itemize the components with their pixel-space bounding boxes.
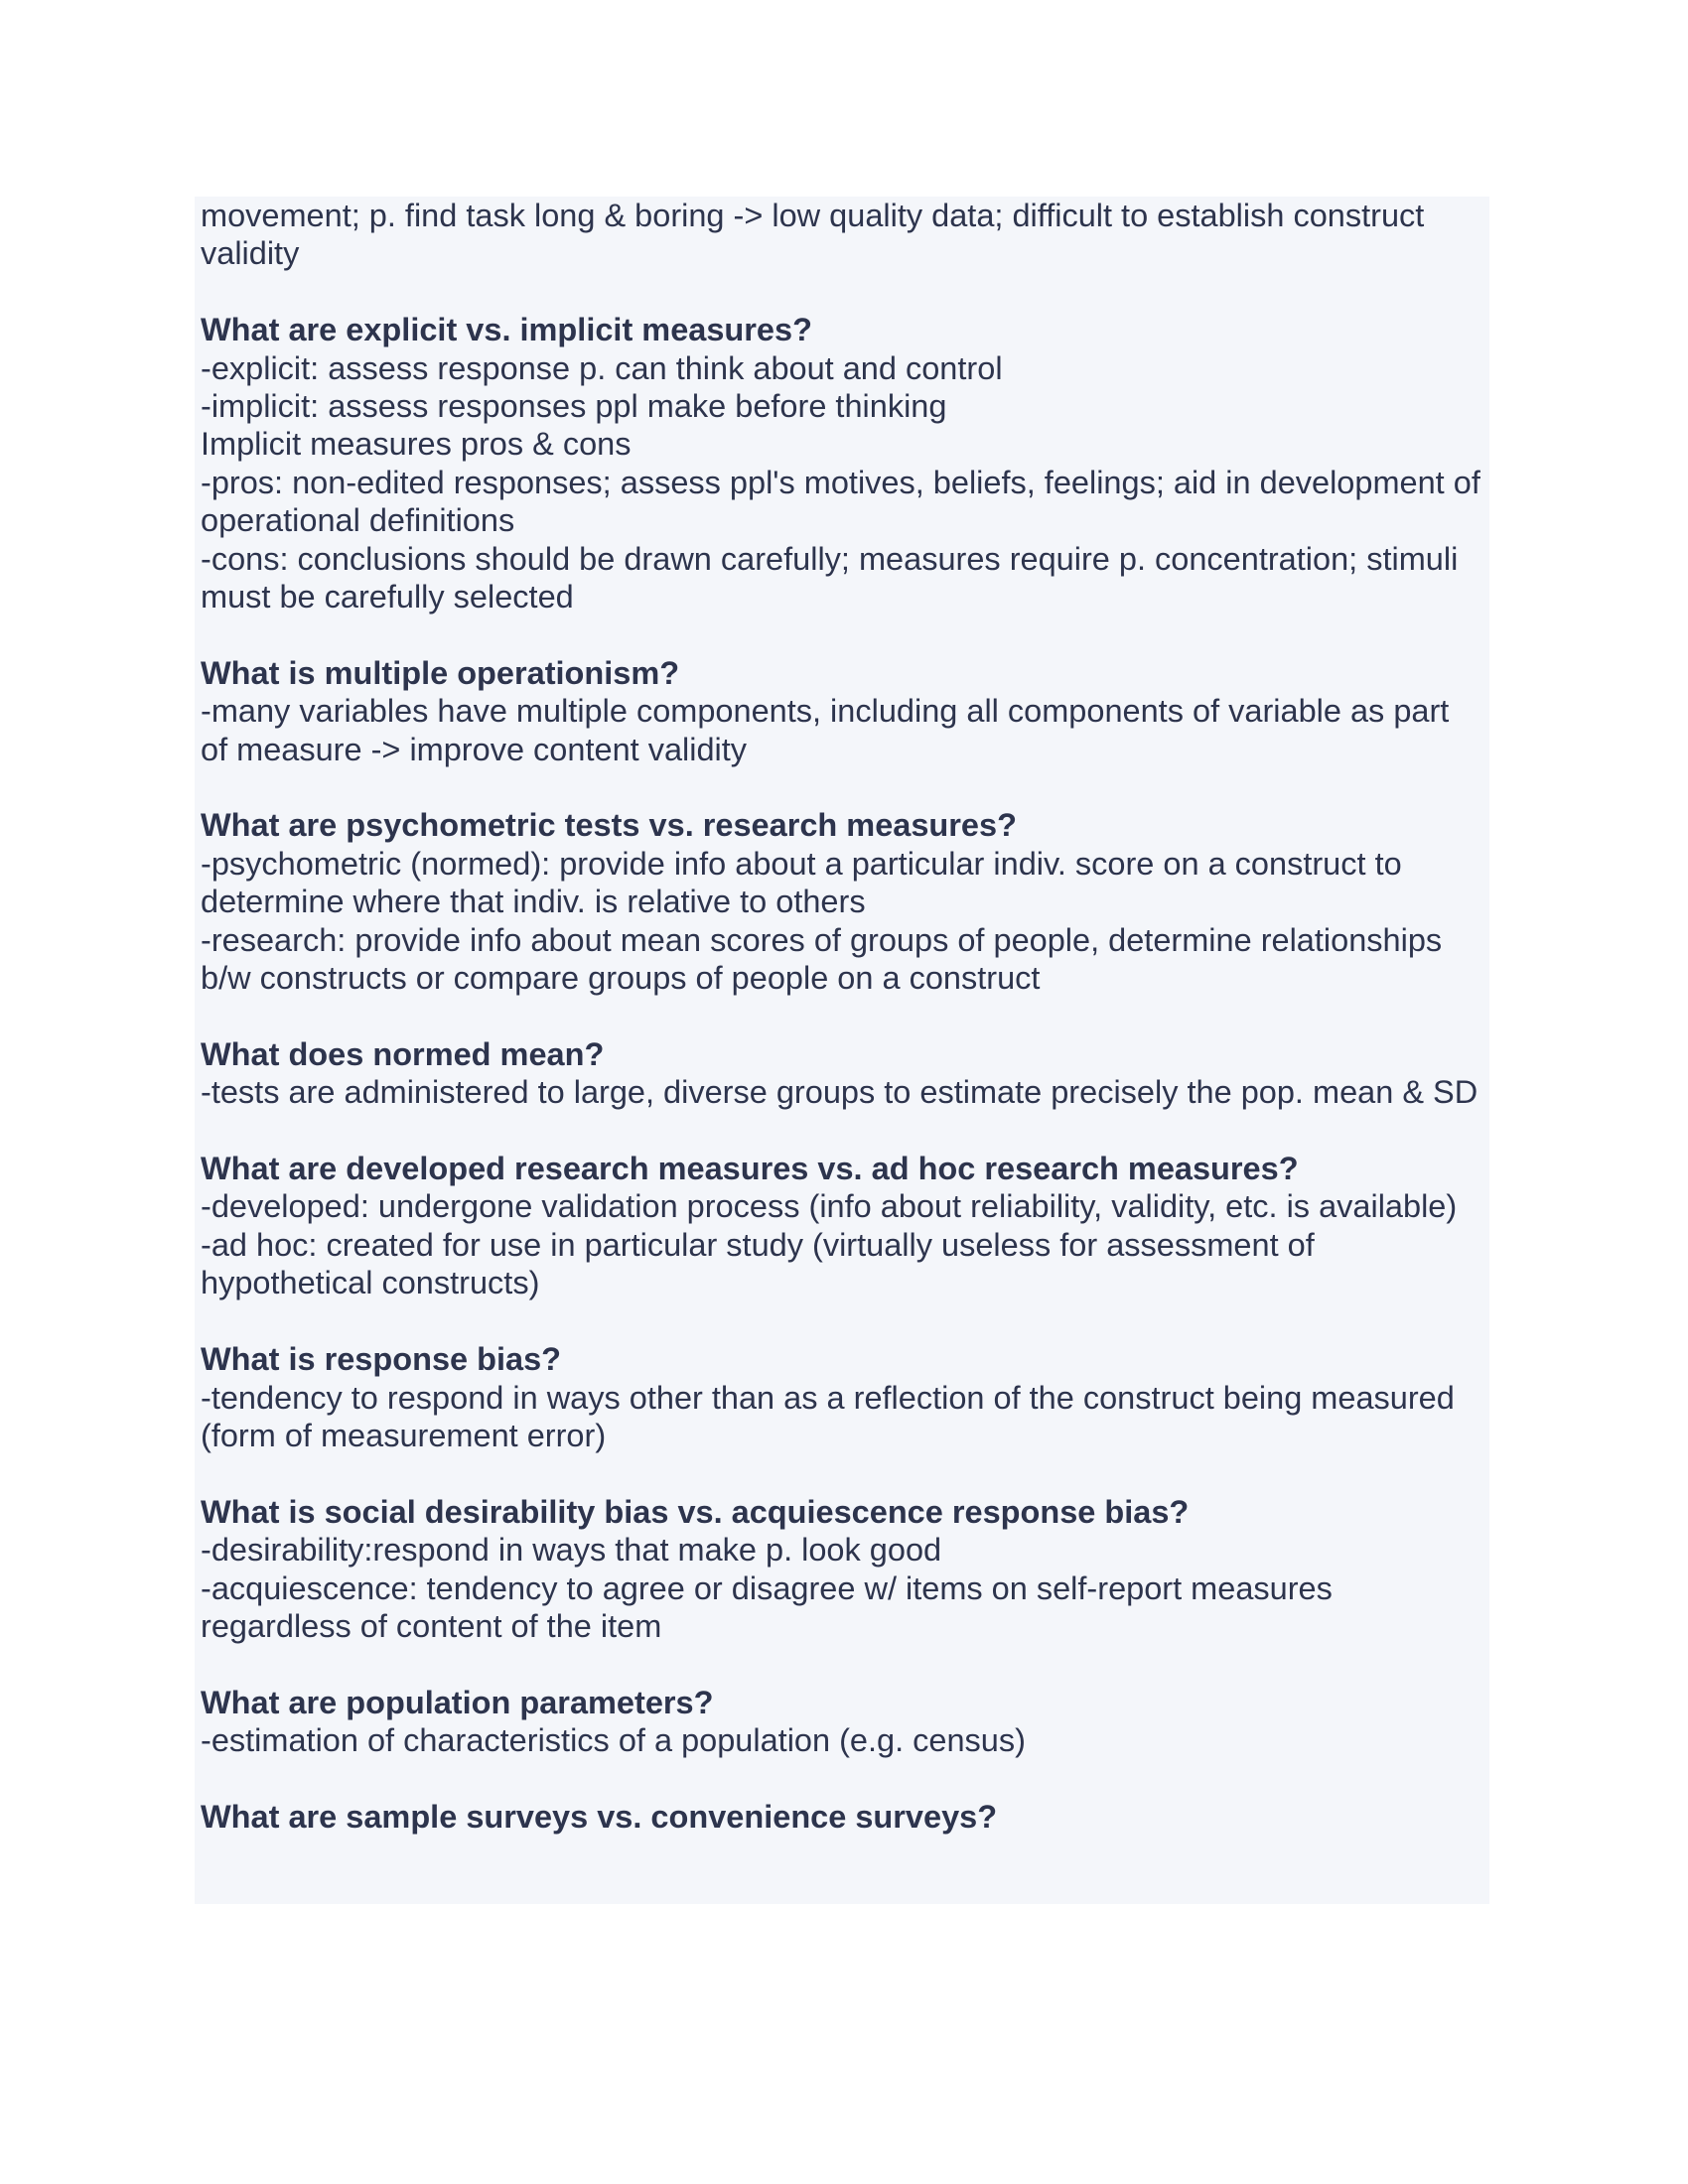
qa-item bbox=[201, 1150, 1483, 1302]
question-heading: What are developed research measures vs. ad hoc research measures? bbox=[201, 1151, 1299, 1187]
qa-item bbox=[201, 1340, 1483, 1454]
answer-text: -explicit: assess response p. can think about and control -implicit: assess responses ppl make before thinking Implicit measures pros & cons -pros: non-edited responses; assess ppl's motives, beliefs, feelings; aid in development of operational definitions -cons: conclusions should be drawn carefully; measures require p. concentration; stimuli must be carefully selected bbox=[201, 349, 1480, 615]
question-heading: What are psychometric tests vs. research measures? bbox=[201, 807, 1017, 844]
qa-item bbox=[201, 806, 1483, 997]
question-heading: What are explicit vs. implicit measures? bbox=[201, 312, 812, 348]
qa-item bbox=[201, 1493, 1483, 1646]
answer-text: -estimation of characteristics of a population (e.g. census) bbox=[201, 1722, 1026, 1759]
flashcard-text-block bbox=[195, 197, 1489, 1904]
continued-answer-text: movement; p. find task long & boring -> low quality data; difficult to establish construct validity bbox=[201, 198, 1425, 272]
answer-text: -tests are administered to large, diverse groups to estimate precisely the pop. mean & SD bbox=[201, 1074, 1478, 1111]
qa-item bbox=[201, 311, 1483, 615]
qa-item bbox=[201, 1798, 1483, 1836]
answer-text: -tendency to respond in ways other than as a reflection of the construct being measured (form of measurement error) bbox=[201, 1379, 1464, 1453]
qa-item bbox=[201, 654, 1483, 768]
question-heading: What are sample surveys vs. convenience surveys? bbox=[201, 1798, 998, 1835]
qa-item bbox=[201, 1035, 1483, 1112]
answer-text: -developed: undergone validation process (info about reliability, validity, etc. is available) -ad hoc: created for use in particular study (virtually useless for assessment of hypothetical constructs) bbox=[201, 1188, 1458, 1301]
answer-text: -psychometric (normed): provide info about a particular indiv. score on a construct to determine where that indiv. is relative to others -research: provide info about mean scores of groups of people, determine relationships b/w constructs or compare groups of people on a construct bbox=[201, 845, 1443, 997]
question-heading: What is social desirability bias vs. acquiescence response bias? bbox=[201, 1493, 1190, 1530]
question-heading: What is response bias? bbox=[201, 1341, 562, 1378]
answer-text: -many variables have multiple components, including all components of variable as part of measure -> improve content validity bbox=[201, 693, 1459, 767]
qa-item bbox=[201, 1684, 1483, 1760]
question-heading: What does normed mean? bbox=[201, 1035, 605, 1072]
answer-text: -desirability:respond in ways that make p. look good -acquiescence: tendency to agree or disagree w/ items on self-report measures regardless of content of the item bbox=[201, 1532, 1333, 1644]
question-heading: What are population parameters? bbox=[201, 1684, 714, 1720]
question-heading: What is multiple operationism? bbox=[201, 654, 680, 691]
